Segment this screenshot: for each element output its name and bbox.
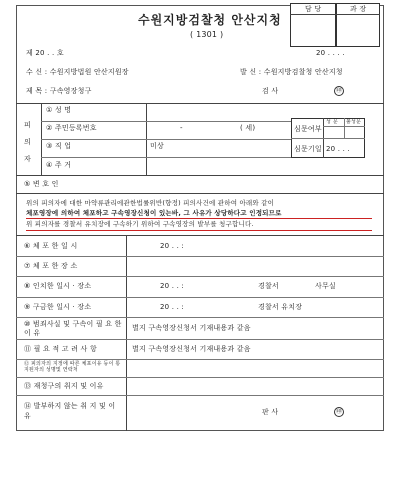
considerations-value: 별지 구속영장신청서 기재내용과 같음 bbox=[132, 345, 251, 353]
page-title: 수원지방검찰청 안산지청 bbox=[138, 13, 282, 27]
considerations-label: ⑪ 필 요 적 고 려 사 항 bbox=[24, 345, 97, 353]
name-label: ① 성 명 bbox=[46, 106, 72, 114]
row-line-job bbox=[41, 157, 291, 158]
custody-arrival-label: ⑧ 인치한 일시 · 장소 bbox=[24, 282, 92, 290]
custody-arrival-value: 20 . . : bbox=[160, 282, 184, 290]
row-line-13 bbox=[16, 395, 384, 396]
prosecutor-seal-icon: ㊞ bbox=[335, 87, 342, 94]
review-header-no: 불성문 bbox=[346, 119, 362, 125]
row-line-suspect-end bbox=[16, 175, 384, 176]
statement-highlight-1 bbox=[26, 218, 372, 219]
row-line-name bbox=[41, 121, 291, 122]
crime-facts-value: 별지 구속영장신청서 기재내용과 같음 bbox=[132, 324, 251, 332]
table-top-line bbox=[16, 103, 384, 104]
document-number: 제 20 . . 호 bbox=[26, 49, 64, 57]
subject: 제 목 : 구속영장청구 bbox=[26, 87, 92, 95]
age-value: ( 세) bbox=[240, 124, 256, 132]
defense-label: ⑤ 변 호 인 bbox=[24, 180, 59, 188]
approval-label-chief: 과 장 bbox=[350, 5, 367, 13]
row-line-7 bbox=[16, 276, 384, 277]
custody-arrival-station: 경찰서 bbox=[258, 282, 279, 290]
arrest-place-label: ⑦ 체 포 한 장 소 bbox=[24, 262, 78, 270]
review-box-mid-line bbox=[291, 138, 365, 139]
row-line-6 bbox=[16, 256, 384, 257]
statement-line-3: 위 피의자를 경찰서 유치장에 구속하기 위하여 구속영장의 발부를 청구합니다. bbox=[26, 220, 254, 228]
row-line-8 bbox=[16, 297, 384, 298]
recipient: 수 신 : 수원지방법원 안산지원장 bbox=[26, 68, 129, 76]
custody-arrival-office: 사무실 bbox=[315, 282, 336, 290]
document-date: 20 . . . . bbox=[316, 49, 345, 57]
statement-line-2: 체포영장에 의하여 체포하고 구속영장신청이 있는바, 그 사유가 상당하다고 인정되므로 bbox=[26, 209, 282, 217]
judge-seal-icon: ㊞ bbox=[335, 408, 342, 415]
row-line-10 bbox=[16, 339, 384, 340]
detention-value: 20 . . : bbox=[160, 303, 184, 311]
review-date-value: 20 . . . bbox=[326, 145, 350, 153]
detail-col-divider bbox=[126, 235, 127, 431]
sender: 발 신 : 수원지방검찰청 안산지청 bbox=[240, 68, 343, 76]
judge-label: 판 사 bbox=[262, 408, 279, 416]
arrest-time-label: ⑥ 체 포 한 일 시 bbox=[24, 242, 78, 250]
review-box-col-split bbox=[344, 118, 345, 138]
row-line-defense bbox=[16, 193, 384, 194]
arrest-time-value: 20 . . : bbox=[160, 242, 184, 250]
detention-label: ⑨ 구금한 일시 · 장소 bbox=[24, 303, 92, 311]
approval-label-staff: 담 당 bbox=[305, 5, 322, 13]
row-line-12 bbox=[16, 377, 384, 378]
statement-highlight-2 bbox=[26, 230, 372, 231]
row-line-statement bbox=[16, 235, 384, 236]
crime-facts-label: ⑩ 범죄사실 및 구속이 필 요 한 이 유 bbox=[24, 320, 122, 337]
review-label: 심문여부 bbox=[294, 125, 322, 133]
statement-line-1: 위의 피의자에 대한 마약류관리에관한법률위반(향정) 피의사건에 관하여 아래와 같이 bbox=[26, 199, 275, 207]
job-label: ③ 직 업 bbox=[46, 142, 72, 150]
row-line-11 bbox=[16, 359, 384, 360]
job-value: 미상 bbox=[150, 142, 164, 150]
approval-divider bbox=[290, 14, 380, 15]
rrn-value: - bbox=[180, 124, 183, 132]
review-date-label: 심문기일 bbox=[294, 145, 322, 153]
reapplication-label: ⑬ 재청구의 취지 및 이유 bbox=[24, 382, 104, 390]
rrn-label: ② 주민등록번호 bbox=[46, 124, 97, 132]
row-line-9 bbox=[16, 317, 384, 318]
prosecutor-label: 검 사 bbox=[262, 87, 279, 95]
notified-person-label: ⑫ 피의자의 지정에 따른 체포이유 등이 통지된자의 성명및 연락처 bbox=[24, 361, 121, 373]
form-number: ( 1301 ) bbox=[190, 30, 224, 39]
detention-place: 경찰서 유치장 bbox=[258, 303, 303, 311]
address-label: ④ 주 거 bbox=[46, 161, 72, 169]
suspect-section-label: 피 의 자 bbox=[24, 121, 31, 163]
non-issuance-label: ⑭ 발부하지 않는 취 지 및 이 유 bbox=[24, 402, 116, 420]
review-header-yes: 성 문 bbox=[326, 119, 338, 125]
row-line-rrn bbox=[41, 139, 291, 140]
